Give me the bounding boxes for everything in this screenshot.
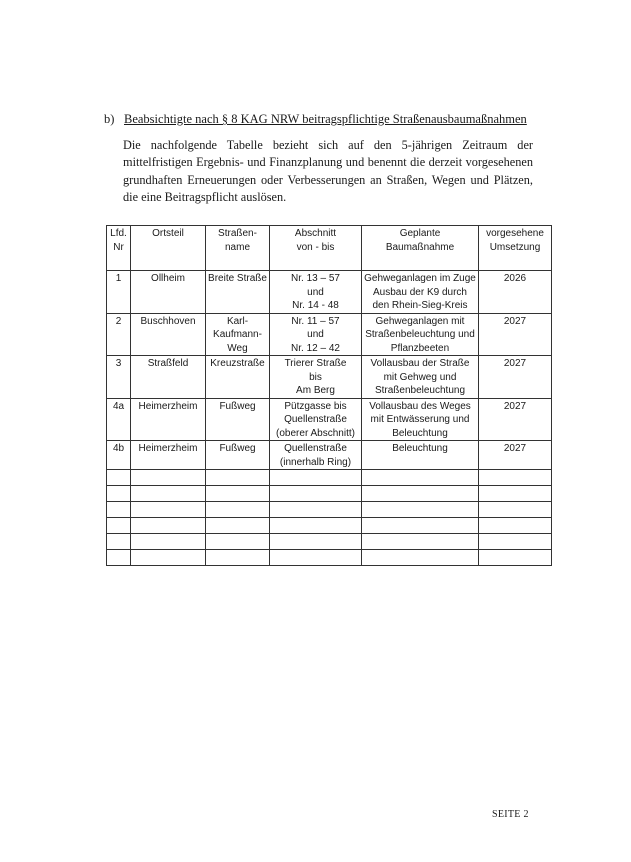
cell-massnahme-line: Straßenbeleuchtung xyxy=(374,385,466,396)
empty-cell xyxy=(131,518,206,534)
cell-abschnitt-line: Nr. 13 – 57 xyxy=(291,273,340,284)
cell-abschnitt-line: Nr. 11 – 57 xyxy=(291,315,340,327)
cell-massnahme-line: Beleuchtung xyxy=(392,427,448,439)
cell-strasse xyxy=(206,441,270,470)
cell-strasse-line: Karl- xyxy=(226,315,249,327)
cell-ortsteil: Heimerzheim xyxy=(131,441,206,470)
cell-strasse-line: Weg xyxy=(227,342,248,354)
cell-massnahme xyxy=(362,356,479,399)
empty-cell xyxy=(107,550,131,566)
cell-massnahme-line: den Rhein-Sieg-Kreis xyxy=(372,300,468,311)
cell-massnahme-line: mit Gehweg und xyxy=(383,371,457,383)
cell-strasse-line: Fußweg xyxy=(219,443,256,454)
empty-cell xyxy=(362,470,479,486)
empty-cell xyxy=(270,550,362,566)
empty-cell xyxy=(206,502,270,518)
empty-cell xyxy=(479,518,552,534)
empty-cell xyxy=(362,518,479,534)
header-strassenname-line-2: name xyxy=(224,241,250,253)
empty-table-row xyxy=(107,502,552,518)
header-abschnitt-line-1: Abschnitt xyxy=(294,228,337,239)
cell-massnahme-line: Straßenbeleuchtung und xyxy=(365,329,475,340)
cell-massnahme xyxy=(362,313,479,356)
empty-cell xyxy=(107,518,131,534)
section-marker: b) xyxy=(104,112,115,126)
cell-abschnitt-line: (oberer Abschnitt) xyxy=(276,427,355,439)
cell-abschnitt-line: (innerhalb Ring) xyxy=(279,456,352,468)
empty-cell xyxy=(107,486,131,502)
cell-abschnitt xyxy=(270,441,362,470)
cell-abschnitt xyxy=(270,398,362,441)
empty-cell xyxy=(479,550,552,566)
cell-ortsteil: Buschhoven xyxy=(131,313,206,356)
header-lfd-nr xyxy=(107,226,131,271)
header-baumassnahme-line-2: Baumaßnahme xyxy=(385,241,455,253)
empty-cell xyxy=(270,470,362,486)
cell-abschnitt-line: Am Berg xyxy=(296,385,335,396)
cell-nr: 4a xyxy=(107,398,131,441)
empty-cell xyxy=(107,470,131,486)
empty-cell xyxy=(270,518,362,534)
cell-massnahme-line: Pflanzbeeten xyxy=(390,342,450,354)
header-abschnitt xyxy=(270,226,362,271)
cell-abschnitt xyxy=(270,271,362,314)
cell-umsetzung: 2026 xyxy=(479,271,552,314)
cell-massnahme-line: Beleuchtung xyxy=(392,443,448,454)
cell-abschnitt-line: und xyxy=(307,286,324,298)
cell-strasse xyxy=(206,356,270,399)
cell-abschnitt-line: Quellenstraße xyxy=(284,414,347,425)
cell-abschnitt-line: bis xyxy=(309,371,322,383)
header-lfd-nr-line-2: Nr xyxy=(113,241,124,253)
empty-cell xyxy=(270,502,362,518)
cell-massnahme xyxy=(362,398,479,441)
empty-cell xyxy=(362,550,479,566)
cell-abschnitt-line: Trierer Straße xyxy=(284,358,347,369)
cell-abschnitt-line: Quellenstraße xyxy=(284,443,347,454)
header-umsetzung-line-2: Umsetzung xyxy=(489,241,541,253)
cell-umsetzung: 2027 xyxy=(479,441,552,470)
header-baumassnahme xyxy=(362,226,479,271)
cell-umsetzung: 2027 xyxy=(479,398,552,441)
empty-cell xyxy=(206,486,270,502)
section-heading xyxy=(104,111,534,127)
empty-table-row xyxy=(107,550,552,566)
empty-cell xyxy=(131,534,206,550)
cell-massnahme-line: Gehweganlagen im Zuge xyxy=(364,273,476,284)
empty-cell xyxy=(270,486,362,502)
header-abschnitt-line-2: von - bis xyxy=(296,241,335,253)
cell-ortsteil: Ollheim xyxy=(131,271,206,314)
cell-massnahme xyxy=(362,271,479,314)
header-strassenname xyxy=(206,226,270,271)
table-header-row xyxy=(107,226,552,271)
cell-abschnitt-line: und xyxy=(307,329,324,340)
cell-ortsteil: Straßfeld xyxy=(131,356,206,399)
empty-cell xyxy=(131,502,206,518)
cell-massnahme-line: Vollausbau der Straße xyxy=(370,358,470,369)
cell-strasse xyxy=(206,313,270,356)
empty-table-row xyxy=(107,470,552,486)
table-row xyxy=(107,313,552,356)
header-baumassnahme-line-1: Geplante xyxy=(399,228,441,239)
empty-table-row xyxy=(107,518,552,534)
empty-cell xyxy=(107,502,131,518)
cell-massnahme-line: Ausbau der K9 durch xyxy=(373,286,467,298)
cell-strasse xyxy=(206,398,270,441)
header-ortsteil-line-1: Ortsteil xyxy=(152,228,184,239)
empty-cell xyxy=(206,518,270,534)
cell-umsetzung: 2027 xyxy=(479,356,552,399)
cell-nr: 1 xyxy=(107,271,131,314)
cell-umsetzung: 2027 xyxy=(479,313,552,356)
cell-massnahme-line: Gehweganlagen mit xyxy=(375,315,465,327)
cell-abschnitt-line: Pützgasse bis xyxy=(284,400,347,412)
empty-cell xyxy=(131,550,206,566)
empty-cell xyxy=(206,550,270,566)
header-umsetzung-line-1: vorgesehene xyxy=(486,228,544,239)
empty-cell xyxy=(107,534,131,550)
cell-massnahme-line: mit Entwässerung und xyxy=(370,414,470,425)
cell-strasse-line: Breite Straße xyxy=(208,273,267,284)
cell-nr: 3 xyxy=(107,356,131,399)
empty-cell xyxy=(479,470,552,486)
cell-strasse xyxy=(206,271,270,314)
empty-cell xyxy=(479,486,552,502)
cell-strasse-line: Kreuzstraße xyxy=(210,358,265,369)
empty-table-row xyxy=(107,486,552,502)
cell-strasse-line: Fußweg xyxy=(219,400,256,412)
section-title: Beabsichtigte nach § 8 KAG NRW beitragspflichtige Straßenausbaumaßnahmen xyxy=(124,112,527,126)
measures-table xyxy=(106,225,552,566)
cell-massnahme-line: Vollausbau des Weges xyxy=(369,400,471,412)
table-row xyxy=(107,398,552,441)
header-lfd-nr-line-1: Lfd. xyxy=(110,228,127,239)
empty-cell xyxy=(362,534,479,550)
empty-cell xyxy=(206,470,270,486)
cell-ortsteil: Heimerzheim xyxy=(131,398,206,441)
empty-table-row xyxy=(107,534,552,550)
table-row xyxy=(107,271,552,314)
table-row xyxy=(107,441,552,470)
cell-nr: 4b xyxy=(107,441,131,470)
header-umsetzung xyxy=(479,226,552,271)
cell-massnahme xyxy=(362,441,479,470)
cell-abschnitt-line: Nr. 14 - 48 xyxy=(292,300,339,311)
empty-cell xyxy=(270,534,362,550)
page-number: SEITE 2 xyxy=(492,809,529,820)
intro-paragraph: Die nachfolgende Tabelle bezieht sich auf den 5-jährigen Zeitraum der mittelfristigen Ergebnis- und Finanzplanung und benennt die derzeit vorgesehenen grundhaften Erneuerungen oder Verbesserungen an Straßen, Wegen und Plätzen, die eine Beitragspflicht auslösen. xyxy=(123,138,533,205)
empty-cell xyxy=(479,534,552,550)
header-strassenname-line-1: Straßen- xyxy=(218,228,257,239)
empty-cell xyxy=(479,502,552,518)
cell-nr: 2 xyxy=(107,313,131,356)
empty-cell xyxy=(362,502,479,518)
empty-cell xyxy=(131,486,206,502)
table-row xyxy=(107,356,552,399)
cell-strasse-line: Kaufmann- xyxy=(213,329,262,340)
empty-cell xyxy=(131,470,206,486)
empty-cell xyxy=(206,534,270,550)
empty-cell xyxy=(362,486,479,502)
measures-table-wrapper xyxy=(106,225,552,566)
cell-abschnitt xyxy=(270,356,362,399)
cell-abschnitt xyxy=(270,313,362,356)
cell-abschnitt-line: Nr. 12 – 42 xyxy=(291,342,340,354)
header-ortsteil xyxy=(131,226,206,271)
